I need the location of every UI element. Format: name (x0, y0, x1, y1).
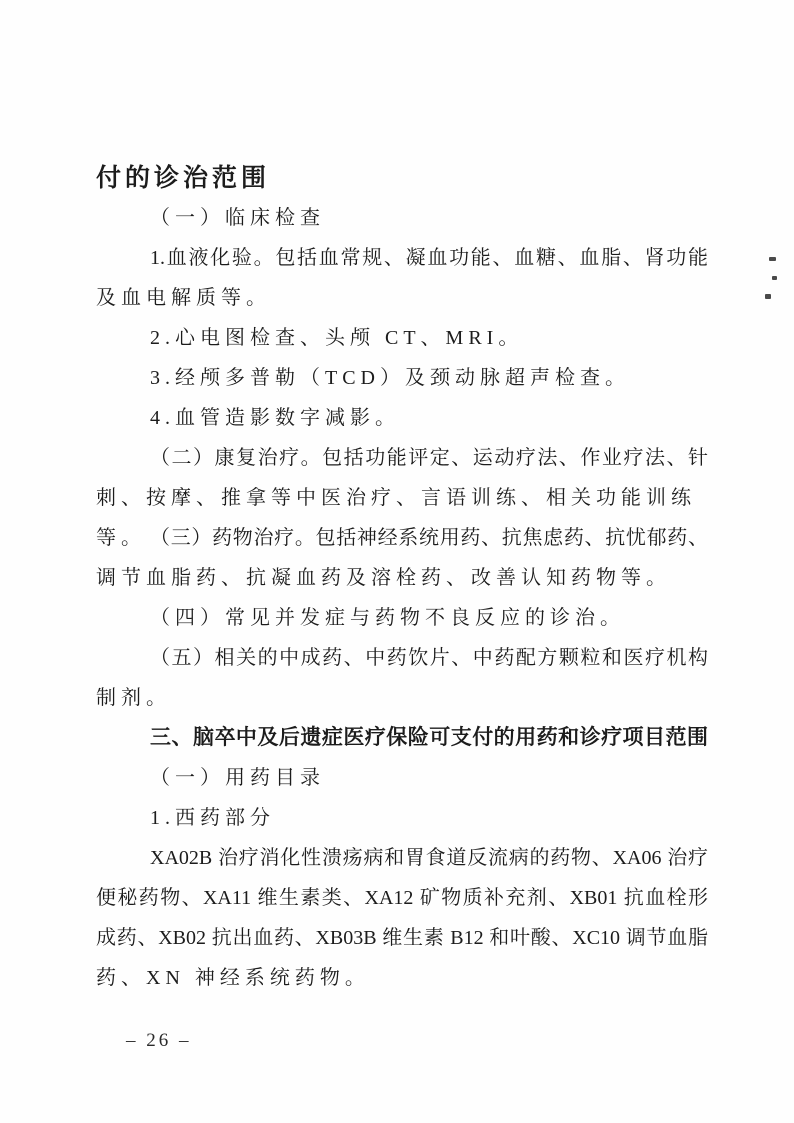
text-line: 3.经颅多普勒（TCD）及颈动脉超声检查。 (150, 367, 630, 389)
text-line: （一）临床检查 (150, 207, 325, 229)
text-line: XA02B 治疗消化性溃疡病和胃食道反流病的药物、XA06 治疗 (150, 847, 708, 869)
scan-speck (765, 294, 771, 299)
text-line: 成药、XB02 抗出血药、XB03B 维生素 B12 和叶酸、XC10 调节血脂 (96, 927, 708, 949)
text-line: 调节血脂药、抗凝血药及溶栓药、改善认知药物等。 (96, 567, 671, 589)
scan-speck (769, 257, 776, 261)
text-line: 三、脑卒中及后遗症医疗保险可支付的用药和诊疗项目范围 (150, 726, 708, 749)
text-line: 4.血管造影数字减影。 (150, 407, 400, 429)
text-line: （二）康复治疗。包括功能评定、运动疗法、作业疗法、针 (150, 447, 708, 469)
text-line: （一）用药目录 (150, 767, 325, 789)
text-line: 2.心电图检查、头颅 CT、MRI。 (150, 327, 524, 349)
text-line: 制剂。 (96, 687, 171, 709)
text-line: 便秘药物、XA11 维生素类、XA12 矿物质补充剂、XB01 抗血栓形 (96, 887, 708, 909)
page-number: – 26 – (126, 1030, 192, 1051)
text-line: 1.血液化验。包括血常规、凝血功能、血糖、血脂、肾功能 (150, 247, 708, 269)
text-line: 付的诊治范围 (96, 164, 271, 192)
text-line: 药、XN 神经系统药物。 (96, 967, 370, 989)
document-body (96, 158, 708, 998)
text-line: （四）常见并发症与药物不良反应的诊治。 (150, 607, 625, 629)
text-line: （五）相关的中成药、中药饮片、中药配方颗粒和医疗机构 (150, 647, 708, 669)
text-line: 及血电解质等。 (96, 287, 271, 309)
text-line: （三）药物治疗。包括神经系统用药、抗焦虑药、抗忧郁药、 (150, 527, 708, 549)
text-line: 1.西药部分 (150, 807, 275, 829)
scan-speck (772, 276, 777, 280)
text-line: 刺、按摩、推拿等中医治疗、言语训练、相关功能训练等。 (96, 487, 696, 549)
